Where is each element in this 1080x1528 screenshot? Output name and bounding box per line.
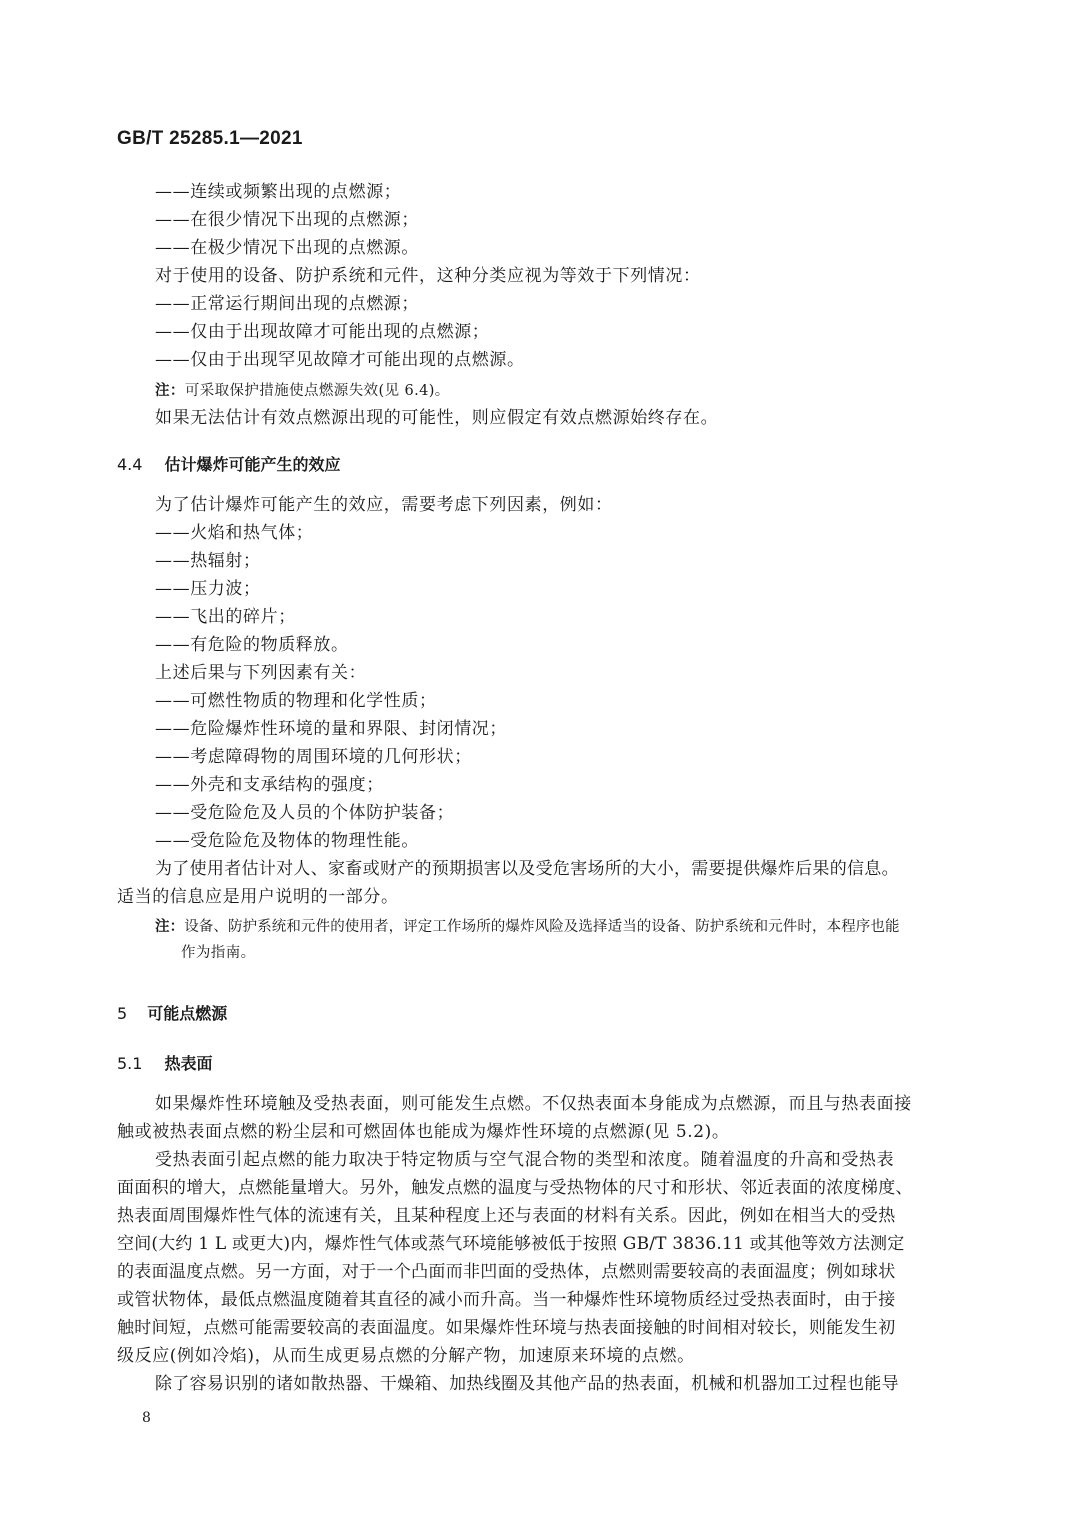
list-item: ——连续或频繁出现的点燃源； [155, 182, 402, 202]
list-item: ——受危险危及物体的物理性能。 [155, 831, 419, 851]
paragraph-line: 为了使用者估计对人、家畜或财产的预期损害以及受危害场所的大小，需要提供爆炸后果的信息。 [155, 859, 899, 879]
list-item: ——外壳和支承结构的强度； [155, 775, 384, 795]
section-number: 5.1 [117, 1054, 143, 1073]
note-label: 注： [155, 919, 185, 935]
paragraph-line: 触时间短，点燃可能需要较高的表面温度。如果爆炸性环境与热表面接触的时间相对较长，则能发生初 [117, 1318, 896, 1338]
list-item: ——在极少情况下出现的点燃源。 [155, 238, 419, 258]
section-number: 5 [117, 1004, 128, 1023]
list-item: ——可燃性物质的物理和化学性质； [155, 691, 437, 711]
list-item: ——在很少情况下出现的点燃源； [155, 210, 419, 230]
paragraph-line: 除了容易识别的诸如散热器、干燥箱、加热线圈及其他产品的热表面，机械和机器加工过程也能导 [155, 1374, 899, 1394]
list-item: ——火焰和热气体； [155, 523, 314, 543]
paragraph-line: 空间(大约 1 L 或更大)内，爆炸性气体或蒸气环境能够被低于按照 GB/T 3836.11 或其他等效方法测定 [117, 1234, 905, 1254]
paragraph-line: 的表面温度点燃。另一方面，对于一个凸面而非凹面的受热体，点燃则需要较高的表面温度；例如球状 [117, 1262, 896, 1282]
page-number: 8 [142, 1410, 151, 1426]
list-item: ——有危险的物质释放。 [155, 635, 349, 655]
list-item: ——飞出的碎片； [155, 607, 296, 627]
note-label: 注： [155, 383, 185, 399]
list-item: ——仅由于出现罕见故障才可能出现的点燃源。 [155, 350, 525, 370]
paragraph-line: 触或被热表面点燃的粉尘层和可燃固体也能成为爆炸性环境的点燃源(见 5.2)。 [117, 1122, 730, 1142]
section-title: 估计爆炸可能产生的效应 [164, 455, 341, 474]
list-item: ——考虑障碍物的周围环境的几何形状； [155, 747, 472, 767]
paragraph-line: 如果爆炸性环境触及受热表面，则可能发生点燃。不仅热表面本身能成为点燃源，而且与热表面接 [155, 1094, 912, 1114]
note [155, 918, 900, 936]
paragraph-line: 适当的信息应是用户说明的一部分。 [117, 887, 399, 907]
effects-intro-text: 为了估计爆炸可能产生的效应，需要考虑下列因素，例如： [155, 495, 613, 515]
paragraph-line: 受热表面引起点燃的能力取决于特定物质与空气混合物的类型和浓度。随着温度的升高和受热表 [155, 1150, 895, 1170]
note [155, 382, 450, 400]
note-text: 可采取保护措施使点燃源失效(见 6.4)。 [184, 383, 450, 399]
section-title: 可能点燃源 [147, 1004, 228, 1023]
paragraph-line: 面面积的增大，点燃能量增大。另外，触发点燃的温度与受热物体的尺寸和形状、邻近表面的浓度梯度、 [117, 1178, 913, 1198]
paragraph-line: 热表面周围爆炸性气体的流速有关，且某种程度上还与表面的材料有关系。因此，例如在相当大的受热 [117, 1206, 896, 1226]
list-item: ——正常运行期间出现的点燃源； [155, 294, 419, 314]
equipment-intro-text: 对于使用的设备、防护系统和元件，这种分类应视为等效于下列情况： [155, 266, 701, 286]
list-item: ——热辐射； [155, 551, 261, 571]
paragraph-line: 或管状物体，最低点燃温度随着其直径的减小而升高。当一种爆炸性环境物质经过受热表面时，由于接 [117, 1290, 896, 1310]
section-heading-5-1 [117, 1051, 212, 1074]
section-number: 4.4 [117, 455, 143, 474]
section-title: 热表面 [164, 1054, 213, 1073]
note-text: 作为指南。 [181, 945, 256, 961]
list-item: ——压力波； [155, 579, 261, 599]
note-text: 设备、防护系统和元件的使用者，评定工作场所的爆炸风险及选择适当的设备、防护系统和元件时，本程序也能 [184, 919, 900, 935]
consequences-intro-text: 上述后果与下列因素有关： [155, 663, 367, 683]
section-heading-4-4 [117, 452, 340, 475]
document-standard-number: GB/T 25285.1—2021 [117, 128, 303, 149]
assume-text: 如果无法估计有效点燃源出现的可能性，则应假定有效点燃源始终存在。 [155, 408, 719, 428]
section-heading-5 [117, 1001, 227, 1024]
list-item: ——仅由于出现故障才可能出现的点燃源； [155, 322, 490, 342]
list-item: ——受危险危及人员的个体防护装备； [155, 803, 455, 823]
list-item: ——危险爆炸性环境的量和界限、封闭情况； [155, 719, 507, 739]
paragraph-line: 级反应(例如冷焰)，从而生成更易点燃的分解产物，加速原来环境的点燃。 [117, 1346, 695, 1366]
